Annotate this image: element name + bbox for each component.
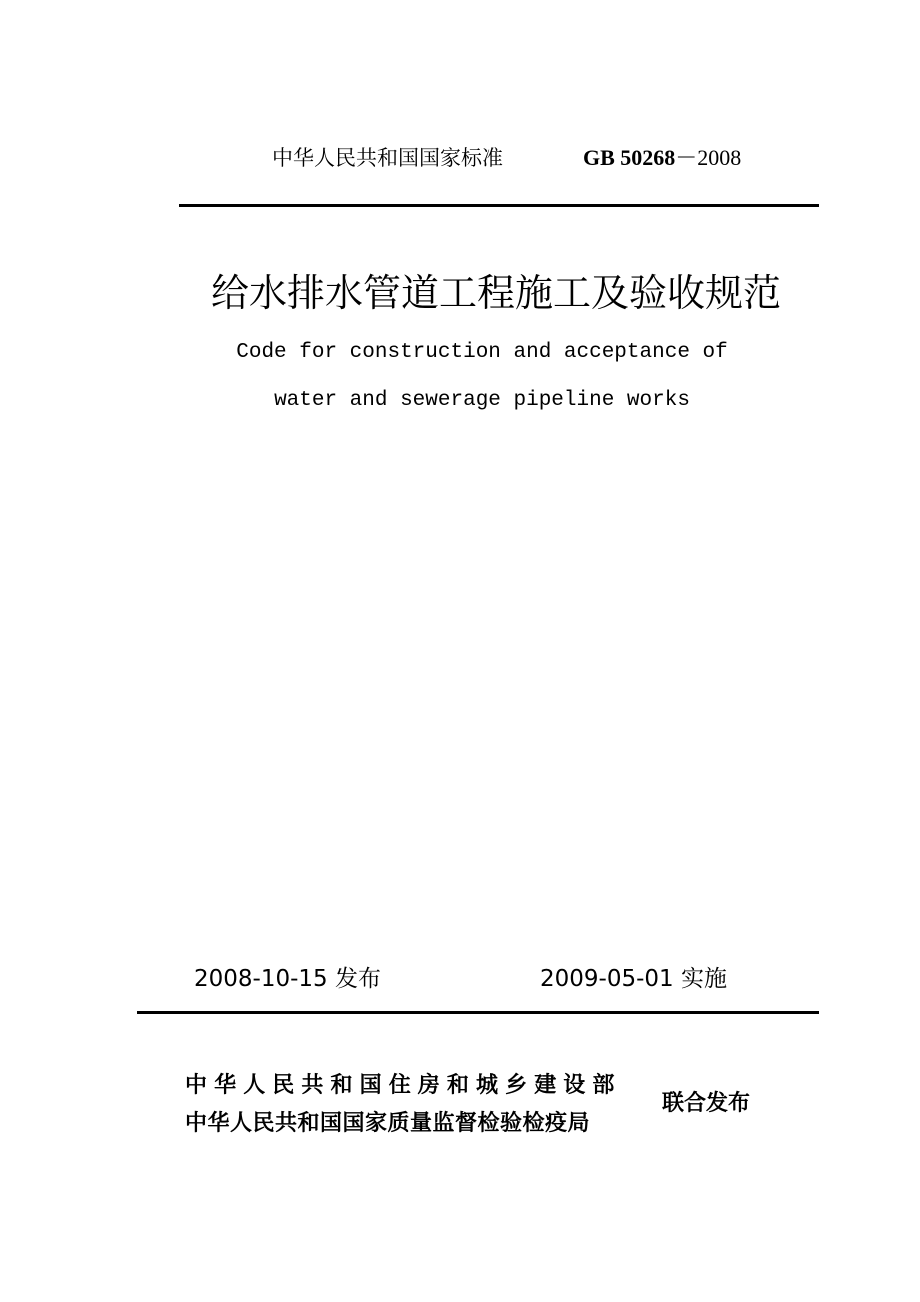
effective-date: 2009-05-01 实施 [540,966,727,992]
standard-code-suffix: －2008 [675,145,742,170]
bottom-divider [137,1011,819,1014]
top-divider [179,204,819,207]
joint-publish-label: 联合发布 [662,1091,751,1116]
document-title-zh: 给水排水管道工程施工及验收规范 [210,271,781,315]
issue-date: 2008-10-15 发布 [194,966,381,992]
document-title-en-line2: water and sewerage pipeline works [274,389,690,412]
publisher-aqsiq: 中华人民共和国国家质量监督检验检疫局 [185,1111,591,1136]
standard-label: 中华人民共和国国家标准 [272,146,503,170]
document-title-en-line1: Code for construction and acceptance of [236,341,728,364]
standard-code-prefix: GB 50268 [583,145,676,170]
standard-code [583,144,741,172]
publisher-ministry: 中华人民共和国住房和城乡建设部 [185,1073,622,1098]
